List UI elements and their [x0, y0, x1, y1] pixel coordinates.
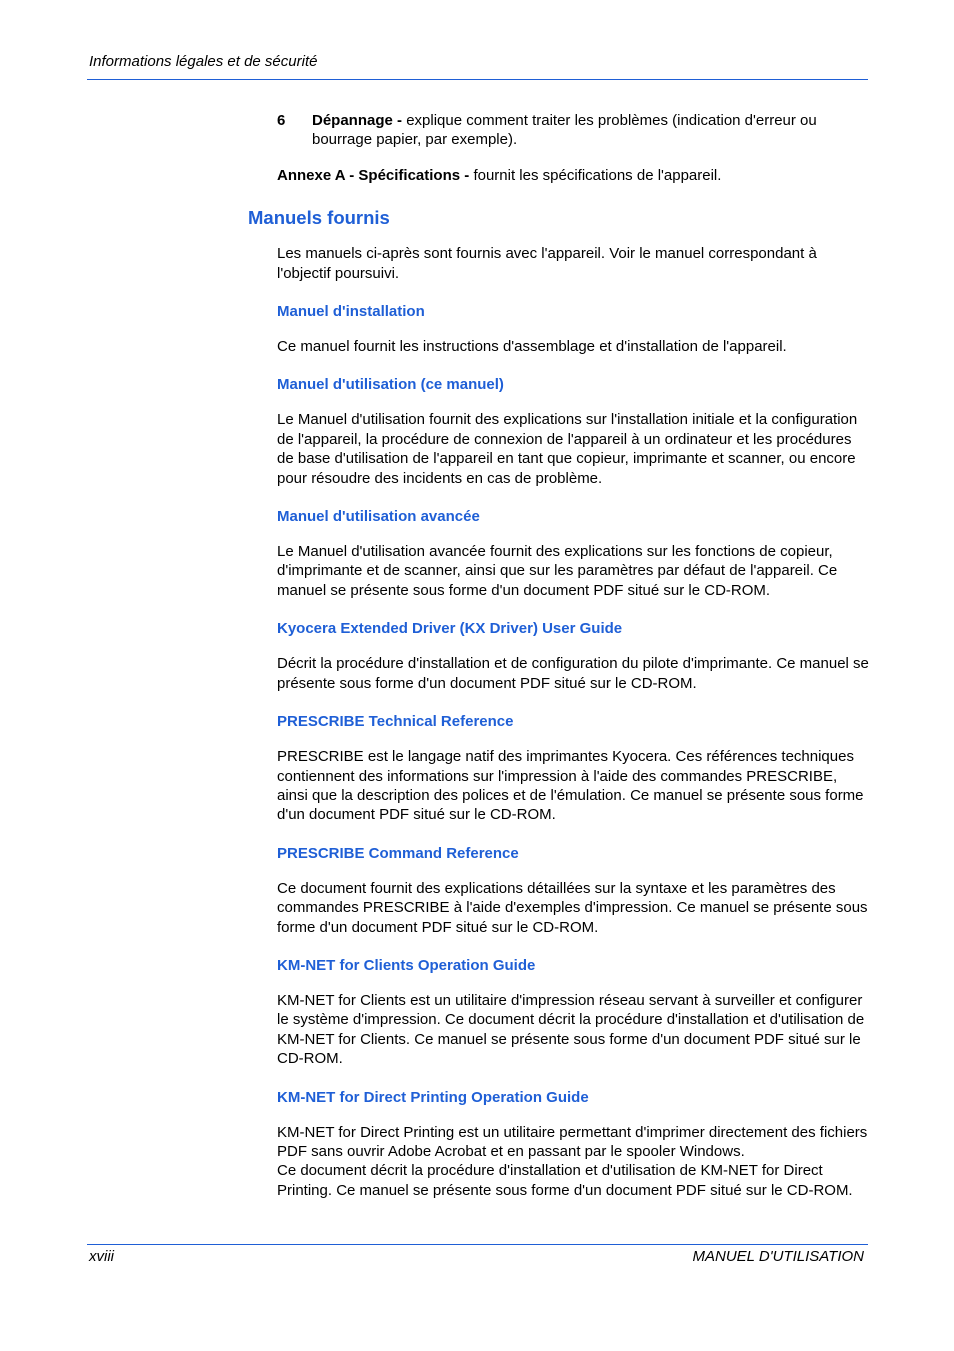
- manual-description-paragraph: Ce manuel fournit les instructions d'assemblage et d'installation de l'appareil.: [277, 338, 787, 356]
- annex-label: Annexe A - Spécifications -: [277, 166, 470, 184]
- manual-description-paragraph: Le Manuel d'utilisation avancée fournit des explications sur les fonctions de copieur, d'imprimante et de scanner, ainsi que sur les paramètres par défaut de l'appareil. Ce manuel se présente sous forme d'un document PDF situé sur le CD-ROM.: [277, 543, 838, 599]
- footer-rule: [87, 1244, 868, 1245]
- page-content: [248, 111, 869, 1200]
- manual-description-paragraph: Ce document décrit la procédure d'installation et d'utilisation de KM-NET for Direct Printing. Ce manuel se présente sous forme d'un document PDF situé sur le CD-ROM.: [277, 1162, 853, 1199]
- manual-section: [277, 375, 869, 488]
- numbered-item-6: [277, 111, 869, 150]
- item-label: Dépannage -: [312, 112, 403, 129]
- manual-description: [277, 747, 869, 825]
- manual-title: PRESCRIBE Command Reference: [277, 844, 519, 862]
- manual-title: Kyocera Extended Driver (KX Driver) User Guide: [277, 620, 623, 638]
- item-number: 6: [277, 112, 286, 129]
- manual-description-paragraph: PRESCRIBE est le langage natif des imprimantes Kyocera. Ces références techniques contiennent des informations sur l'impression à l'aide des commandes PRESCRIBE, ainsi que la description des polices et de l'émulation. Ce manuel se présente sous forme d'un document PDF situé sur le CD-ROM.: [277, 748, 864, 824]
- manual-title: KM-NET for Direct Printing Operation Guide: [277, 1088, 589, 1106]
- item-text: explique comment traiter les problèmes (indication d'erreur ou bourrage papier, par exemple).: [312, 112, 817, 149]
- item-body: [312, 111, 869, 150]
- manual-description: [277, 1123, 869, 1201]
- manual-description: [277, 991, 869, 1069]
- manual-section: [277, 956, 869, 1069]
- manual-section: [277, 507, 869, 600]
- annex-paragraph: [277, 166, 869, 185]
- manual-section: [277, 302, 869, 356]
- manual-section: [277, 712, 869, 825]
- manual-description-paragraph: Décrit la procédure d'installation et de configuration du pilote d'imprimante. Ce manuel se présente sous forme d'un document PDF situé sur le CD-ROM.: [277, 655, 869, 692]
- manual-section: [277, 619, 869, 693]
- footer-doc-title: MANUEL D'UTILISATION: [692, 1248, 864, 1265]
- manual-description: [277, 337, 869, 356]
- manual-title: Manuel d'utilisation (ce manuel): [277, 376, 504, 394]
- manual-section: [277, 844, 869, 937]
- manual-description-paragraph: KM-NET for Clients est un utilitaire d'impression réseau servant à surveiller et configurer le système d'impression. Ce document décrit la procédure d'installation et d'utilisation de KM-NET for Clients. Ce manuel se présente sous forme d'un document PDF situé sur le CD-ROM.: [277, 991, 865, 1068]
- manual-description: [277, 542, 869, 600]
- section-title: Manuels fournis: [248, 207, 390, 229]
- section-intro: Les manuels ci-après sont fournis avec l'appareil. Voir le manuel correspondant à l'objectif poursuivi.: [277, 245, 817, 282]
- manual-description-paragraph: KM-NET for Direct Printing est un utilitaire permettant d'imprimer directement des fichiers PDF sans ouvrir Adobe Acrobat et en passant par le spooler Windows.: [277, 1123, 868, 1160]
- manual-title: Manuel d'utilisation avancée: [277, 508, 480, 526]
- manual-description-paragraph: Ce document fournit des explications détaillées sur la syntaxe et les paramètres des commandes PRESCRIBE à l'aide d'exemples d'impression. Ce manuel se présente sous forme d'un document PDF situé sur le CD-ROM.: [277, 879, 868, 936]
- annex-text: fournit les spécifications de l'appareil.: [473, 166, 722, 184]
- running-header: Informations légales et de sécurité: [89, 53, 318, 70]
- manual-description: [277, 410, 869, 488]
- manual-description-paragraph: Le Manuel d'utilisation fournit des explications sur l'installation initiale et la configuration de l'appareil, la procédure de connexion de l'appareil à un ordinateur et les procédures de base d'utilisation de l'appareil en tant que copieur, imprimante et scanner, ou encore pour résoudre des incidents en cas de problème.: [277, 411, 858, 487]
- header-rule: [87, 79, 868, 80]
- manual-title: Manuel d'installation: [277, 303, 425, 321]
- manual-title: PRESCRIBE Technical Reference: [277, 713, 514, 731]
- manuals-list: [277, 302, 869, 1200]
- manual-section: [277, 1088, 869, 1201]
- page-number: xviii: [89, 1248, 114, 1265]
- manual-description: [277, 654, 869, 693]
- manual-description: [277, 879, 869, 937]
- manual-title: KM-NET for Clients Operation Guide: [277, 956, 536, 974]
